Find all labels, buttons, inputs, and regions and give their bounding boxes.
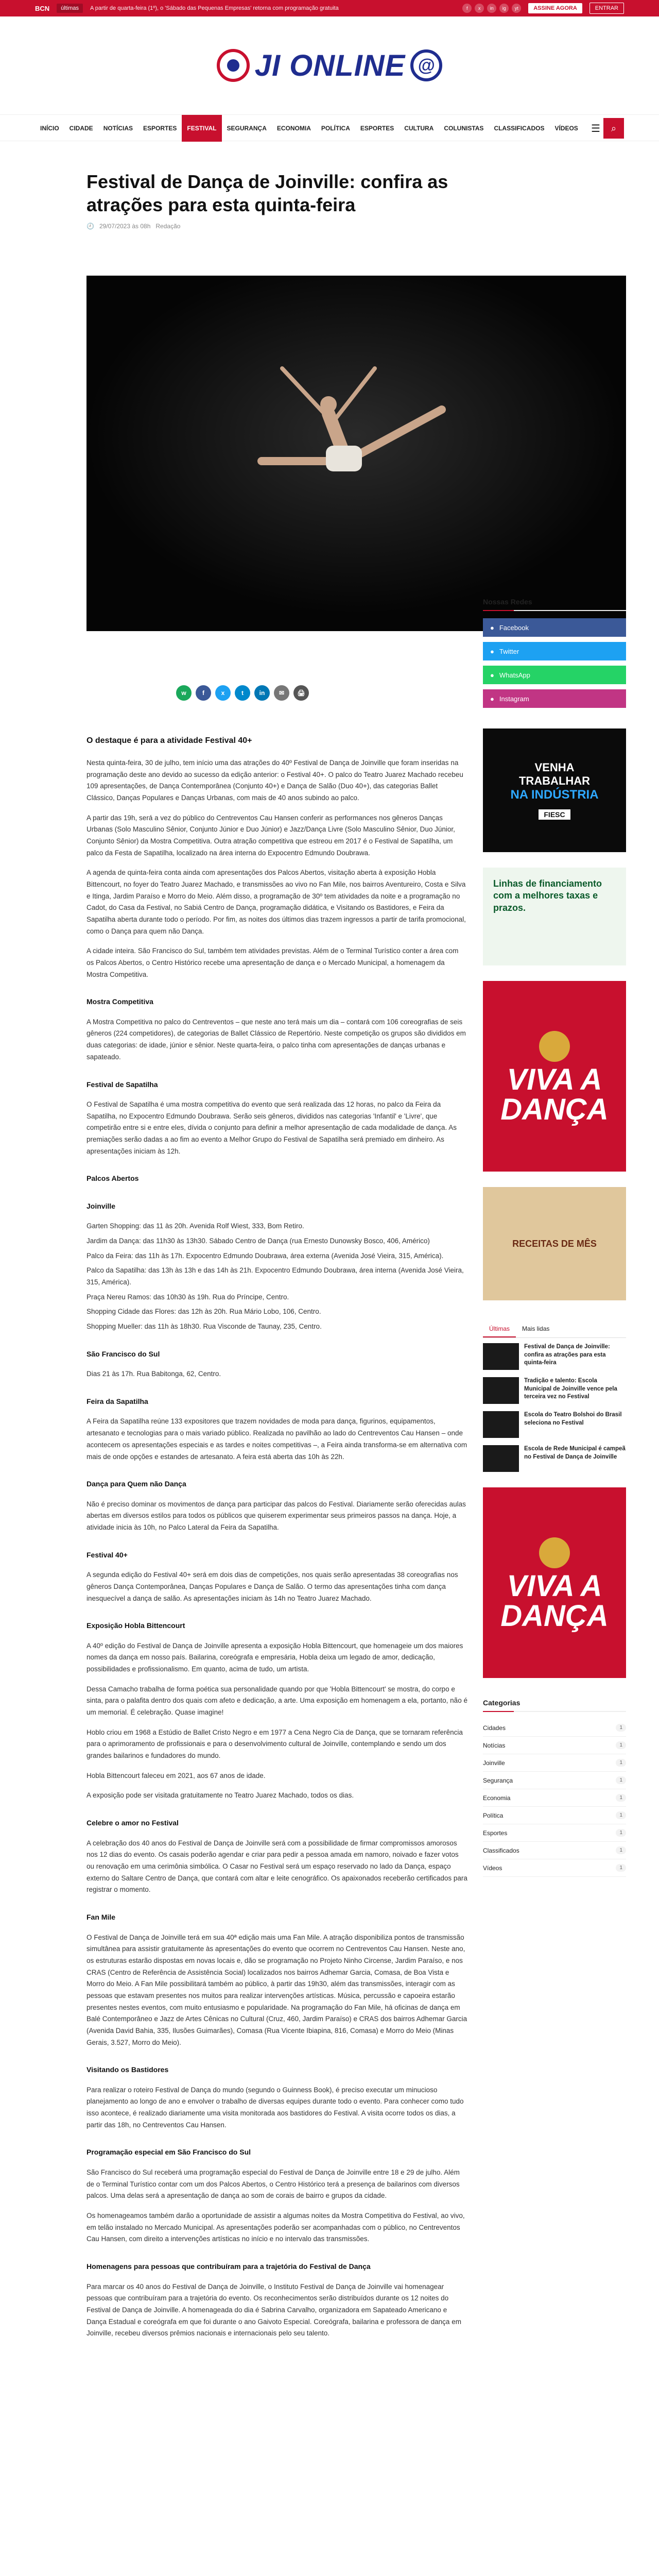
social-links xyxy=(462,4,521,13)
paragraph: A celebração dos 40 anos do Festival de Dança de Joinville será com a possibilidade de firmar compromissos amorosos nos 12 dias do evento. Os casais poderão agendar e criar para pedir a pessoa amada em namoro, noivado e fazer votos ou renovação em uma cerimônia simbólica. O Casar no Festival será um espaço reservado no lado da Dança, espaço externo do Saltare Centro de Dança, que contará com altar e leite cenográfico. Os apaixonados receberão certificados para registrar o momento. xyxy=(86,1839,467,1894)
article-body xyxy=(86,734,467,2348)
ornament-icon xyxy=(539,1031,570,1062)
news-tabs xyxy=(483,1321,626,1338)
ad-viva-line2: DANÇA xyxy=(500,1093,609,1126)
section-heading: Joinville xyxy=(86,1201,116,1210)
section-heading: Homenagens para pessoas que contribuíram para a trajetória do Festival de Dança xyxy=(86,2262,371,2270)
ad-industry-line1: VENHA xyxy=(534,761,575,774)
logo-text: JI ONLINE xyxy=(254,48,406,82)
category-name: Notícias xyxy=(483,1741,506,1749)
categories-title: Categorias xyxy=(483,1699,626,1712)
nav-item[interactable]: NOTÍCIAS xyxy=(103,125,133,132)
list-item: Shopping Cidade das Flores: das 12h às 20h. Rua Mário Lobo, 106, Centro. xyxy=(86,1308,321,1316)
list-item: Garten Shopping: das 11 às 20h. Avenida Rolf Wiest, 333, Bom Retiro. xyxy=(86,1222,304,1230)
clock-icon: 🕘 xyxy=(86,223,94,230)
paragraph: O Festival de Dança de Joinville terá em sua 40ª edição mais uma Fan Mile. A atração disponibiliza pontos de transmissão simultânea para assistir gratuitamente às apresentações do evento que ocorrem no Centreventos Cau Hansen. Neste ano, os estruturas estarão dispostas em novas locais e, dão se programação no Projeto Ninho Circense, Jardim Paraíso, e nos CRAS (Centro de Referência de Assistência Social) localizados nos bairros Adhemar Garcia, Comasa, de Boa Vista e Morro do Meio. A Fan Mile possibilitará também ao público, à partir das 19h30, além das transmissões, interagir com as pessoas que estavam presentes nos muitos para realizar intervenções artísticas. Música, percussão e capoeira estarão presentes nestes eventos, com muito entusiasmo e popularidade. Na programação do Fan Mile, há oficinas de dança em Balé Contemporâneo e Jazz de Artes Cênicas no Cultural (Cruz, 460, Jardim Paraíso) e CRAS dos bairros Adhemar Garcia (Avenida David Bahia, 335, Ilusões Guimarães), Comasa (Rua Vicente Ibiapina, 816, Comasa) e Morro do Meio (Minas Gerais, 3.527, Morro do Meio). xyxy=(86,1933,467,2046)
category-name: Cidades xyxy=(483,1724,506,1732)
youtube-icon[interactable]: yt xyxy=(512,4,521,13)
section-heading: Feira da Sapatilha xyxy=(86,1397,148,1405)
category-count: 1 xyxy=(616,1741,626,1749)
category-count: 1 xyxy=(616,1829,626,1837)
category-item[interactable] xyxy=(483,1737,626,1754)
category-name: Vídeos xyxy=(483,1864,502,1872)
social-button[interactable] xyxy=(483,689,626,708)
list-item: Palco da Sapatilha: das 13h às 13h e das 14h às 21h. Expocentro Edmundo Doubrawa, área interna (Avenida José Vieira, 315, América). xyxy=(86,1266,464,1286)
paragraph: Dessa Camacho trabalha de forma poética sua personalidade quando por que 'Hobla Bittencourt' se mostra, do corpo e sinta, para o palafita dentro dos quais com afeto e dedicação, a arte. Uma exposição em homenagem a ela, portanto, não é um memorial. É celebração. Quase imagine! xyxy=(86,1685,467,1717)
nav-item[interactable]: VÍDEOS xyxy=(554,125,578,132)
facebook-icon[interactable]: f xyxy=(462,4,472,13)
social-icon: ● xyxy=(490,647,494,655)
social-button[interactable] xyxy=(483,666,626,684)
mini-news-item[interactable] xyxy=(483,1343,626,1370)
share-linkedin-icon[interactable]: in xyxy=(254,685,270,701)
paragraph: A Feira da Sapatilha reúne 133 expositores que trazem novidades de moda para dança, figurinos, equipamentos, artesanato e tecnologias para o mais variado público. Realizada no pavilhão ao lado do Centreventos Cau Hansen – onde acontecem os apresentações especiais e as tardes e noites competitivas –, a Feira ainda transforma-se em alternativa com mais de onde opções e estandes de artesanato. A feira está aberta das 10h às 22h. xyxy=(86,1417,467,1461)
nav-item[interactable]: ESPORTES xyxy=(360,125,394,132)
category-count: 1 xyxy=(616,1846,626,1854)
article-header xyxy=(86,170,467,230)
sidebar xyxy=(483,598,626,1877)
social-label: WhatsApp xyxy=(499,671,530,679)
category-item[interactable] xyxy=(483,1772,626,1789)
article-hero-image xyxy=(86,276,626,631)
share-telegram-icon[interactable]: t xyxy=(235,685,250,701)
mini-news-list xyxy=(483,1343,626,1472)
section-heading: Mostra Competitiva xyxy=(86,997,153,1006)
paragraph: A Mostra Competitiva no palco do Centreventos – que neste ano terá mais um dia – contará com 106 coreografias de seis gêneros (224 competidores), de categorias de Ballet Clássico de Repertório. Neste competição os grupos são divididos em duas categorias: de idade, júnior e sênior. Neste quarta-feira, o palco tinha com apresentações de danças urbanas e sapateado. xyxy=(86,1018,466,1061)
share-bar xyxy=(176,685,309,701)
nav-item[interactable]: CIDADE xyxy=(69,125,93,132)
section-heading: Visitando os Bastidores xyxy=(86,2065,169,2074)
ad-recipes[interactable] xyxy=(483,1187,626,1300)
login-button[interactable]: ENTRAR xyxy=(589,3,624,14)
list-item: Praça Nereu Ramos: das 10h30 às 19h. Rua do Príncipe, Centro. xyxy=(86,1293,289,1301)
mini-news-item[interactable] xyxy=(483,1445,626,1472)
category-count: 1 xyxy=(616,1811,626,1819)
category-item[interactable] xyxy=(483,1789,626,1807)
header xyxy=(0,16,659,114)
share-twitter-icon[interactable]: x xyxy=(215,685,231,701)
paragraph: São Francisco do Sul receberá uma programação especial do Festival de Dança de Joinville entre 18 e 29 de julho. Além de o Terminal Turístico contar com um dos Palcos Abertos, o Centro Histórico terá a presença de bailarinos com diversos palcos. Uma delas será a apresentação de dança ao som de corais de bairro e grupos da cidade. xyxy=(86,2168,460,2200)
mini-news-item[interactable] xyxy=(483,1411,626,1438)
x-icon[interactable]: x xyxy=(475,4,484,13)
paragraph: Os homenageamos também darão a oportunidade de assistir a algumas noites da Mostra Competitiva do Festival, ao vivo, em telão instalado no Mercado Municipal. As apresentações poderão ser acompanhadas com o público, no Centreventos Cau Hansen, com direito a intervenções artísticas no início e no intervalo das transmissões. xyxy=(86,2211,465,2243)
paragraph: A cidade inteira. São Francisco do Sul, também tem atividades previstas. Além de o Terminal Turístico conter a área com os Palcos Abertos, o Centro Histórico recebe uma apresentação de dança e o Mercado Municipal, a homenagem da Mostra Competitiva. xyxy=(86,947,459,978)
category-count: 1 xyxy=(616,1864,626,1872)
category-item[interactable] xyxy=(483,1824,626,1842)
ad-industry[interactable] xyxy=(483,728,626,852)
mini-news-title: Festival de Dança de Joinville: confira as atrações para esta quinta-feira xyxy=(524,1344,610,1366)
venue-list xyxy=(86,1221,467,1332)
category-list xyxy=(483,1719,626,1877)
list-item: Palco da Feira: das 11h às 17h. Expocentro Edmundo Doubrawa, área externa (Avenida José Vieira, 315, América). xyxy=(86,1251,444,1260)
logo-at-icon: @ xyxy=(410,49,442,81)
section-heading: Fan Mile xyxy=(86,1913,116,1922)
ad-recipes-text: RECEITAS DE MÊS xyxy=(512,1238,597,1249)
category-name: Política xyxy=(483,1811,504,1819)
news-label: últimas xyxy=(57,4,83,13)
ornament-icon xyxy=(539,1537,570,1568)
nav-item[interactable]: POLÍTICA xyxy=(321,125,350,132)
nav-item[interactable]: SEGURANÇA xyxy=(227,125,267,132)
category-item[interactable] xyxy=(483,1859,626,1877)
nav-item[interactable]: FESTIVAL xyxy=(182,115,221,142)
paragraph: Para marcar os 40 anos do Festival de Dança de Joinville, o Instituto Festival de Dança de Joinville vai homenagear pessoas que contribuíram para a trajetória do evento. Os reconhecimentos serão distribuídos durante os 12 noites do Festival de Dança de Joinville. A homenageada do dia é Sabrina Carvalho, organizadora em Sapateado Americano e Dança Estadual e coreógrafa em que foi durante o ano Gaivoto Especial. Coreógrafa, bailarina e professora de dança em Joinville, recebeu diversos prêmios nacionais e internacionais pelo seu talento. xyxy=(86,2282,461,2337)
ad-financing[interactable] xyxy=(483,868,626,965)
section-heading: Programação especial em São Francisco do Sul xyxy=(86,2148,251,2157)
section-heading: Celebre o amor no Festival xyxy=(86,1819,179,1827)
mini-news-title: Escola de Rede Municipal é campeã no Festival de Dança de Joinville xyxy=(524,1446,626,1460)
dancer-illustration xyxy=(86,276,626,631)
category-name: Segurança xyxy=(483,1776,513,1784)
mini-news-thumb xyxy=(483,1445,519,1472)
news-ticker[interactable]: A partir de quarta-feira (1º), o 'Sábado das Pequenas Empresas' retorna com programação gratuita xyxy=(90,5,339,11)
section-heading: Dança para Quem não Dança xyxy=(86,1480,186,1488)
ad-industry-tag: FIESC xyxy=(539,809,570,820)
nav-item[interactable]: ECONOMIA xyxy=(276,125,311,132)
nav-item[interactable]: ESPORTES xyxy=(143,125,177,132)
paragraph: Para realizar o roteiro Festival de Dança do mundo (segundo o Guinness Book), é preciso executar um minucioso planejamento ao longo de ano e envolver o trabalho de diversas equipes durante todo o evento. Para conhecer como tudo isso acontece, é realizado diariamente uma visita monitorada aos bastidores do Festival. A visita ocorre todos os dias, a partir das 18h, no Centreventos Cau Hansen. xyxy=(86,2086,464,2129)
category-name: Economia xyxy=(483,1794,511,1802)
category-count: 1 xyxy=(616,1794,626,1802)
share-print-icon[interactable]: 🖨 xyxy=(293,685,309,701)
mini-news-thumb xyxy=(483,1343,519,1370)
share-email-icon[interactable]: ✉ xyxy=(274,685,289,701)
social-buttons xyxy=(483,618,626,708)
article-title: Festival de Dança de Joinville: confira as atrações para esta quinta-feira xyxy=(86,171,448,215)
section-heading: Festival 40+ xyxy=(86,1550,128,1559)
ad-viva-line1: VIVA A xyxy=(507,1063,602,1096)
social-label: Facebook xyxy=(499,623,529,632)
main-nav xyxy=(0,114,659,141)
search-button[interactable]: ⌕ xyxy=(603,118,624,139)
mini-news-thumb xyxy=(483,1411,519,1438)
nav-item[interactable]: CLASSIFICADOS xyxy=(494,125,545,132)
social-title: Nossas Redes xyxy=(483,598,626,611)
logo-mark-icon xyxy=(217,49,250,82)
section-heading: Palcos Abertos xyxy=(86,1174,139,1183)
paragraph: Dias 21 às 17h. Rua Babitonga, 62, Centro. xyxy=(86,1370,221,1378)
paragraph: A segunda edição do Festival 40+ será em dois dias de competições, nos quais serão apresentadas 38 coreografias nos gêneros Dança Contemporânea, Danças Populares e Dança de Salão. O termo das apresentações tinha com dança inesquecível a dança de salão. As apresentações iniciam às 14h no Teatro Juarez Machado. xyxy=(86,1571,458,1602)
category-name: Classificados xyxy=(483,1846,519,1854)
article-date: 29/07/2023 às 08h xyxy=(99,223,151,230)
tab-most-read[interactable]: Mais lidas xyxy=(522,1325,550,1332)
social-label: Instagram xyxy=(499,694,529,703)
social-button[interactable] xyxy=(483,618,626,637)
nav-item[interactable]: COLUNISTAS xyxy=(444,125,484,132)
paragraph: Nesta quinta-feira, 30 de julho, tem início uma das atrações do 40º Festival de Dança de Joinville que foram inseridas na programação deste ano devido ao sucesso da edição anterior: o Festival 40+. O palco do Teatro Juarez Machado recebeu 109 apresentações, de Dança Contemporânea (Conjunto 40+) e Dança de Salão (Duo 40+), das categorias Ballet Clássico, Danças Populares e Danças Urbanas, com mais de 40 anos subindo ao palco. xyxy=(86,758,463,802)
subscribe-button[interactable]: ASSINE AGORA xyxy=(528,3,582,13)
category-item[interactable] xyxy=(483,1719,626,1737)
paragraph: A agenda de quinta-feira conta ainda com apresentações dos Palcos Abertos, visitação aberta à exposição Hobla Bittencourt, no foyer do Teatro Juarez Machado, e transmissões ao vivo no Fan Mile, nos bairros Aventureiro, Costa e Silva e Itinga, Jardim Paraíso e Morro do Meio. Além disso, a programação de 30º tem atividades da noite e a programação no Cadot, do Casa da Festival, no Sabiá Centro de Dança, programação didática, e Visitando os Bastidores, e Feira da Sapatilha aberta durante todo o período. Por fim, as noites dos últimos dias trazem ingressos a partir de tarifa promocional, como o Dança para quem não Dança. xyxy=(86,869,466,935)
ad-industry-line2: TRABALHAR xyxy=(518,774,591,787)
mini-news-title: Escola do Teatro Bolshoi do Brasil seleciona no Festival xyxy=(524,1412,622,1426)
paragraph: O Festival de Sapatilha é uma mostra competitiva do evento que será realizada das 12 horas, no palco da Feira da Sapatilha, no Expocentro Edmundo Doubrawa. Serão seis gêneros, divididos nas categorias 'Infantil' e 'Livre', que competirão entre si e entre eles, dívida o conjunto para definir a melhor apresentação de cada modalidade de dança. As premiações serão dadas a ao fim ao evento a Melhor Grupo do Festival de Sapatilha será premiado em dinheiro. As apresentações iniciam às 12h. xyxy=(86,1100,457,1155)
category-count: 1 xyxy=(616,1724,626,1732)
linkedin-icon[interactable]: in xyxy=(487,4,496,13)
share-whatsapp-icon[interactable]: w xyxy=(176,685,192,701)
category-count: 1 xyxy=(616,1759,626,1767)
share-facebook-icon[interactable]: f xyxy=(196,685,211,701)
section-heading: São Francisco do Sul xyxy=(86,1349,160,1358)
paragraph: Hobla Bittencourt faleceu em 2021, aos 67 anos de idade. xyxy=(86,1771,266,1780)
ad-financing-text: Linhas de financiamento com a melhores taxas e prazos. xyxy=(493,878,602,913)
article-meta xyxy=(86,223,467,230)
top-bar xyxy=(0,0,659,16)
paragraph: A 40º edição do Festival de Dança de Joinville apresenta a exposição Hobla Bittencourt, que homenageie um dos maiores nomes da dança em nosso país. Bailarina, coreógrafa e empresária, Hobla deixa um legado de amor, dedicação, possibilidades e profissionalismo. Em quanto, acima de tudo, um artista. xyxy=(86,1641,463,1673)
paragraph: Hoblo criou em 1968 a Estúdio de Ballet Cristo Negro e em 1977 a Cena Negro Cia de Dança, que se tornaram referência para o aprimoramento de profissionais e para o desenvolvimento cultural de Joinville, contemplando e sendo um dos grandes bailarinos e fundadores do mundo. xyxy=(86,1728,463,1760)
category-item[interactable] xyxy=(483,1807,626,1824)
category-item[interactable] xyxy=(483,1842,626,1859)
nav-item[interactable]: CULTURA xyxy=(404,125,434,132)
ad-viva2-line1: VIVA A xyxy=(507,1569,602,1603)
tab-latest[interactable]: Últimas xyxy=(483,1321,516,1337)
instagram-icon[interactable]: ig xyxy=(499,4,509,13)
category-name: Esportes xyxy=(483,1829,508,1837)
paragraph: Não é preciso dominar os movimentos de dança para participar das palcos do Festival. Diariamente serão oferecidas aulas abertas em diversos estilos para todos os públicos que quiserem experimentar seus primeiros passos na dança. Hoje, a atividade inicia às 10h, no Palco Lateral da Feira da Sapatilha. xyxy=(86,1500,466,1532)
ad-viva-danca[interactable] xyxy=(483,981,626,1172)
paragraph: A exposição pode ser visitada gratuitamente no Teatro Juarez Machado, todos os dias. xyxy=(86,1791,354,1800)
category-item[interactable] xyxy=(483,1754,626,1772)
mini-news-thumb xyxy=(483,1377,519,1404)
paragraph: A partir das 19h, será a vez do público do Centreventos Cau Hansen conferir as performances nos gêneros Danças Urbanas (Solo Masculino Sênior, Conjunto Júnior e Duo Júnior) e Jazz/Dança Livre (Solo Masculino Sênior, Duo Júnior, Conjunto Sênior) da Mostra Competitiva. Outra atração competitiva que estreou em 2017 é o Festival de Sapatilha, um palco da Festa de Sapatilha, localizado na área interna do Expocentro Edmundo Doubrawa. xyxy=(86,814,455,857)
social-icon: ● xyxy=(490,694,494,703)
social-button[interactable] xyxy=(483,642,626,660)
social-icon: ● xyxy=(490,671,494,679)
article-author: Redação xyxy=(155,223,181,230)
mini-news-title: Tradição e talento: Escola Municipal de Joinville vence pela terceira vez no Festival xyxy=(524,1378,617,1400)
section-heading: Festival de Sapatilha xyxy=(86,1080,158,1089)
social-label: Twitter xyxy=(499,647,519,655)
brand-label[interactable]: BCN xyxy=(35,4,50,12)
ad-viva-danca-2[interactable] xyxy=(483,1487,626,1678)
ad-industry-line3: NA INDÚSTRIA xyxy=(510,788,599,802)
ad-viva2-line2: DANÇA xyxy=(500,1599,609,1633)
site-logo[interactable] xyxy=(217,48,443,83)
category-name: Joinville xyxy=(483,1759,505,1767)
hamburger-icon[interactable]: ☰ xyxy=(591,123,600,134)
section-heading: Exposição Hobla Bittencourt xyxy=(86,1621,185,1630)
mini-news-item[interactable] xyxy=(483,1377,626,1404)
list-item: Shopping Mueller: das 11h às 18h30. Rua Visconde de Taunay, 235, Centro. xyxy=(86,1323,322,1331)
category-count: 1 xyxy=(616,1776,626,1784)
social-icon: ● xyxy=(490,623,494,632)
nav-item[interactable]: INÍCIO xyxy=(40,125,59,132)
nav-items xyxy=(35,115,588,142)
list-item: Jardim da Dança: das 11h30 às 13h30. Sábado Centro de Dança (rua Ernesto Dunowsky Bosco, 406, Américo) xyxy=(86,1237,430,1245)
section-heading: O destaque é para a atividade Festival 40+ xyxy=(86,736,252,745)
